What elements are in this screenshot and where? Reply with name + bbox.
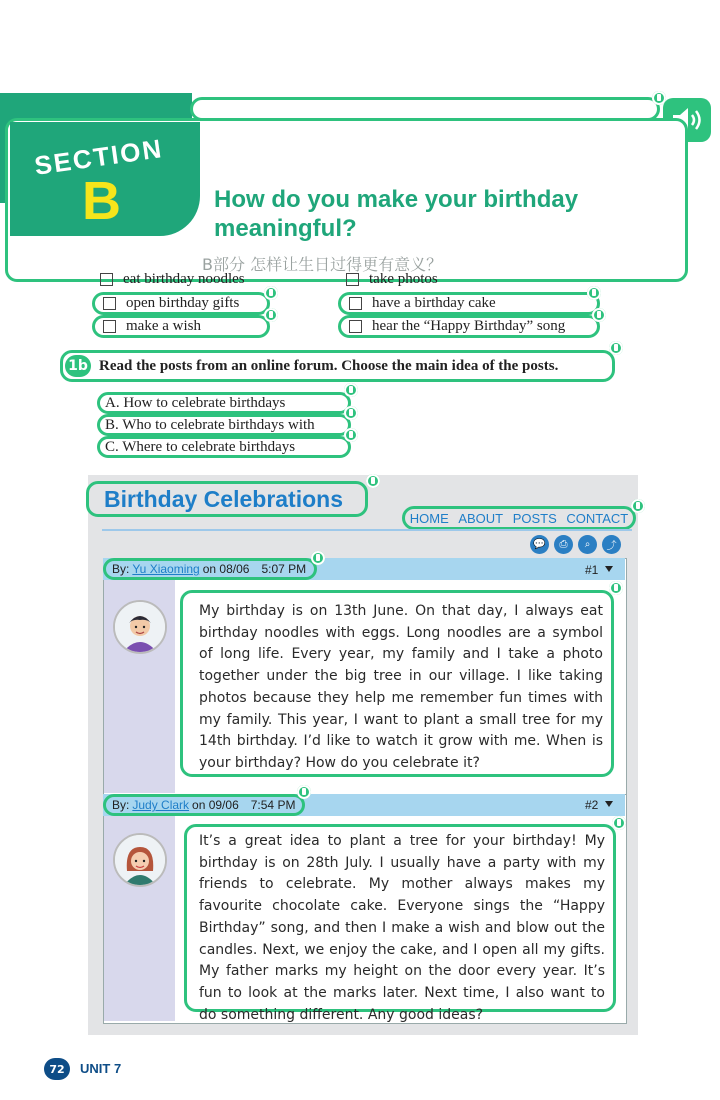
print-icon[interactable]: ⎙ [554, 535, 573, 554]
audio-marker-icon[interactable] [344, 383, 358, 397]
page-subtitle-chinese: B部分 怎样让生日过得更有意义？ [202, 255, 443, 274]
audio-marker-icon[interactable] [587, 286, 601, 300]
audio-marker-icon[interactable] [264, 286, 278, 300]
checklist-item[interactable]: open birthday gifts [92, 292, 270, 315]
chat-icon[interactable]: 💬 [530, 535, 549, 554]
nav-divider [102, 529, 632, 531]
exercise-1b-instruction [60, 350, 615, 382]
post-menu-arrow-icon[interactable] [605, 566, 613, 572]
forum-title: Birthday Celebrations [86, 481, 368, 517]
boy-avatar-icon [115, 602, 165, 652]
checklist-item[interactable]: make a wish [92, 315, 270, 338]
checkbox[interactable] [346, 273, 359, 286]
answer-option-b[interactable]: B. Who to celebrate birthdays with [97, 414, 351, 436]
section-letter: B [82, 171, 121, 231]
audio-marker-icon[interactable] [592, 308, 606, 322]
audio-marker-icon[interactable] [344, 406, 358, 420]
nav-home-link[interactable]: HOME [409, 510, 449, 526]
answer-option-c[interactable]: C. Where to celebrate birthdays [97, 436, 351, 458]
post-number: #2 [585, 798, 599, 812]
audio-marker-icon[interactable] [609, 341, 623, 355]
exercise-instruction-text: Read the posts from an online forum. Choose the main idea of the posts. [99, 357, 559, 374]
checklist-item[interactable]: take photos [338, 273, 596, 286]
post-body: My birthday is on 13th June. On that day, I always eat birthday noodles with eggs. Long noodles are a symbol of long life. Every year, my family and I take a photo together under the big tree in our village. I like taking photos because they help me remember fun times with my family. This year, I want to plant a small tree for my 14th birthday. I’d like to watch it grow with me. When is your birthday? How do you celebrate it? [180, 590, 614, 777]
post-number: #1 [585, 563, 599, 577]
audio-marker-icon[interactable] [612, 816, 626, 830]
audio-marker-icon[interactable] [609, 581, 623, 595]
share-icon[interactable]: ⤴ [602, 535, 621, 554]
checkbox[interactable] [103, 320, 116, 333]
nav-posts-link[interactable]: POSTS [512, 510, 557, 526]
girl-avatar-icon [115, 835, 165, 885]
audio-marker-icon[interactable] [631, 499, 645, 513]
forum-toolbar [530, 535, 621, 554]
nav-about-link[interactable]: ABOUT [458, 510, 504, 526]
audio-marker-icon[interactable] [344, 428, 358, 442]
audio-marker-icon[interactable] [311, 551, 325, 565]
post-meta: By: Yu Xiaoming on 08/06 5:07 PM [103, 558, 317, 580]
forum-nav [402, 506, 636, 530]
avatar [113, 833, 167, 887]
avatar [113, 600, 167, 654]
answer-option-a[interactable]: A. How to celebrate birthdays [97, 392, 351, 414]
nav-contact-link[interactable]: CONTACT [566, 510, 629, 526]
post-menu-arrow-icon[interactable] [605, 801, 613, 807]
checklist-item[interactable]: hear the “Happy Birthday” song [338, 315, 600, 338]
checkbox[interactable] [103, 297, 116, 310]
page-title: How do you make your birthday meaningful? [214, 186, 579, 242]
checkbox[interactable] [100, 273, 113, 286]
checklist-item[interactable]: have a birthday cake [338, 292, 600, 315]
unit-label: UNIT 7 [80, 1061, 122, 1076]
audio-marker-icon[interactable] [366, 474, 380, 488]
checklist-item[interactable]: eat birthday noodles [92, 273, 278, 286]
section-label: SECTION [32, 133, 165, 181]
page-number: 72 [44, 1058, 70, 1080]
exercise-badge: 1b [65, 355, 91, 377]
checkbox[interactable] [349, 320, 362, 333]
audio-marker-icon[interactable] [297, 785, 311, 799]
post-meta: By: Judy Clark on 09/06 7:54 PM [103, 794, 305, 816]
audio-marker-icon[interactable] [264, 308, 278, 322]
author-link[interactable]: Yu Xiaoming [132, 562, 200, 576]
section-tab [10, 122, 200, 236]
author-link[interactable]: Judy Clark [132, 798, 190, 812]
search-icon[interactable]: ⌕ [578, 535, 597, 554]
post-body: It’s a great idea to plant a tree for your birthday! My birthday is on 28th July. I usually have a party with my friends to celebrate. My mother always makes my favourite chocolate cake. Everyone sings the “Happy Birthday” song, and then I make a wish and blow out the candles. Next, we enjoy the cake, and I open all my gifts. My father marks my height on the door every year. It’s fun to look at the marks later. Next time, I also want to do something different. Any good ideas? [184, 824, 616, 1012]
checkbox[interactable] [349, 297, 362, 310]
